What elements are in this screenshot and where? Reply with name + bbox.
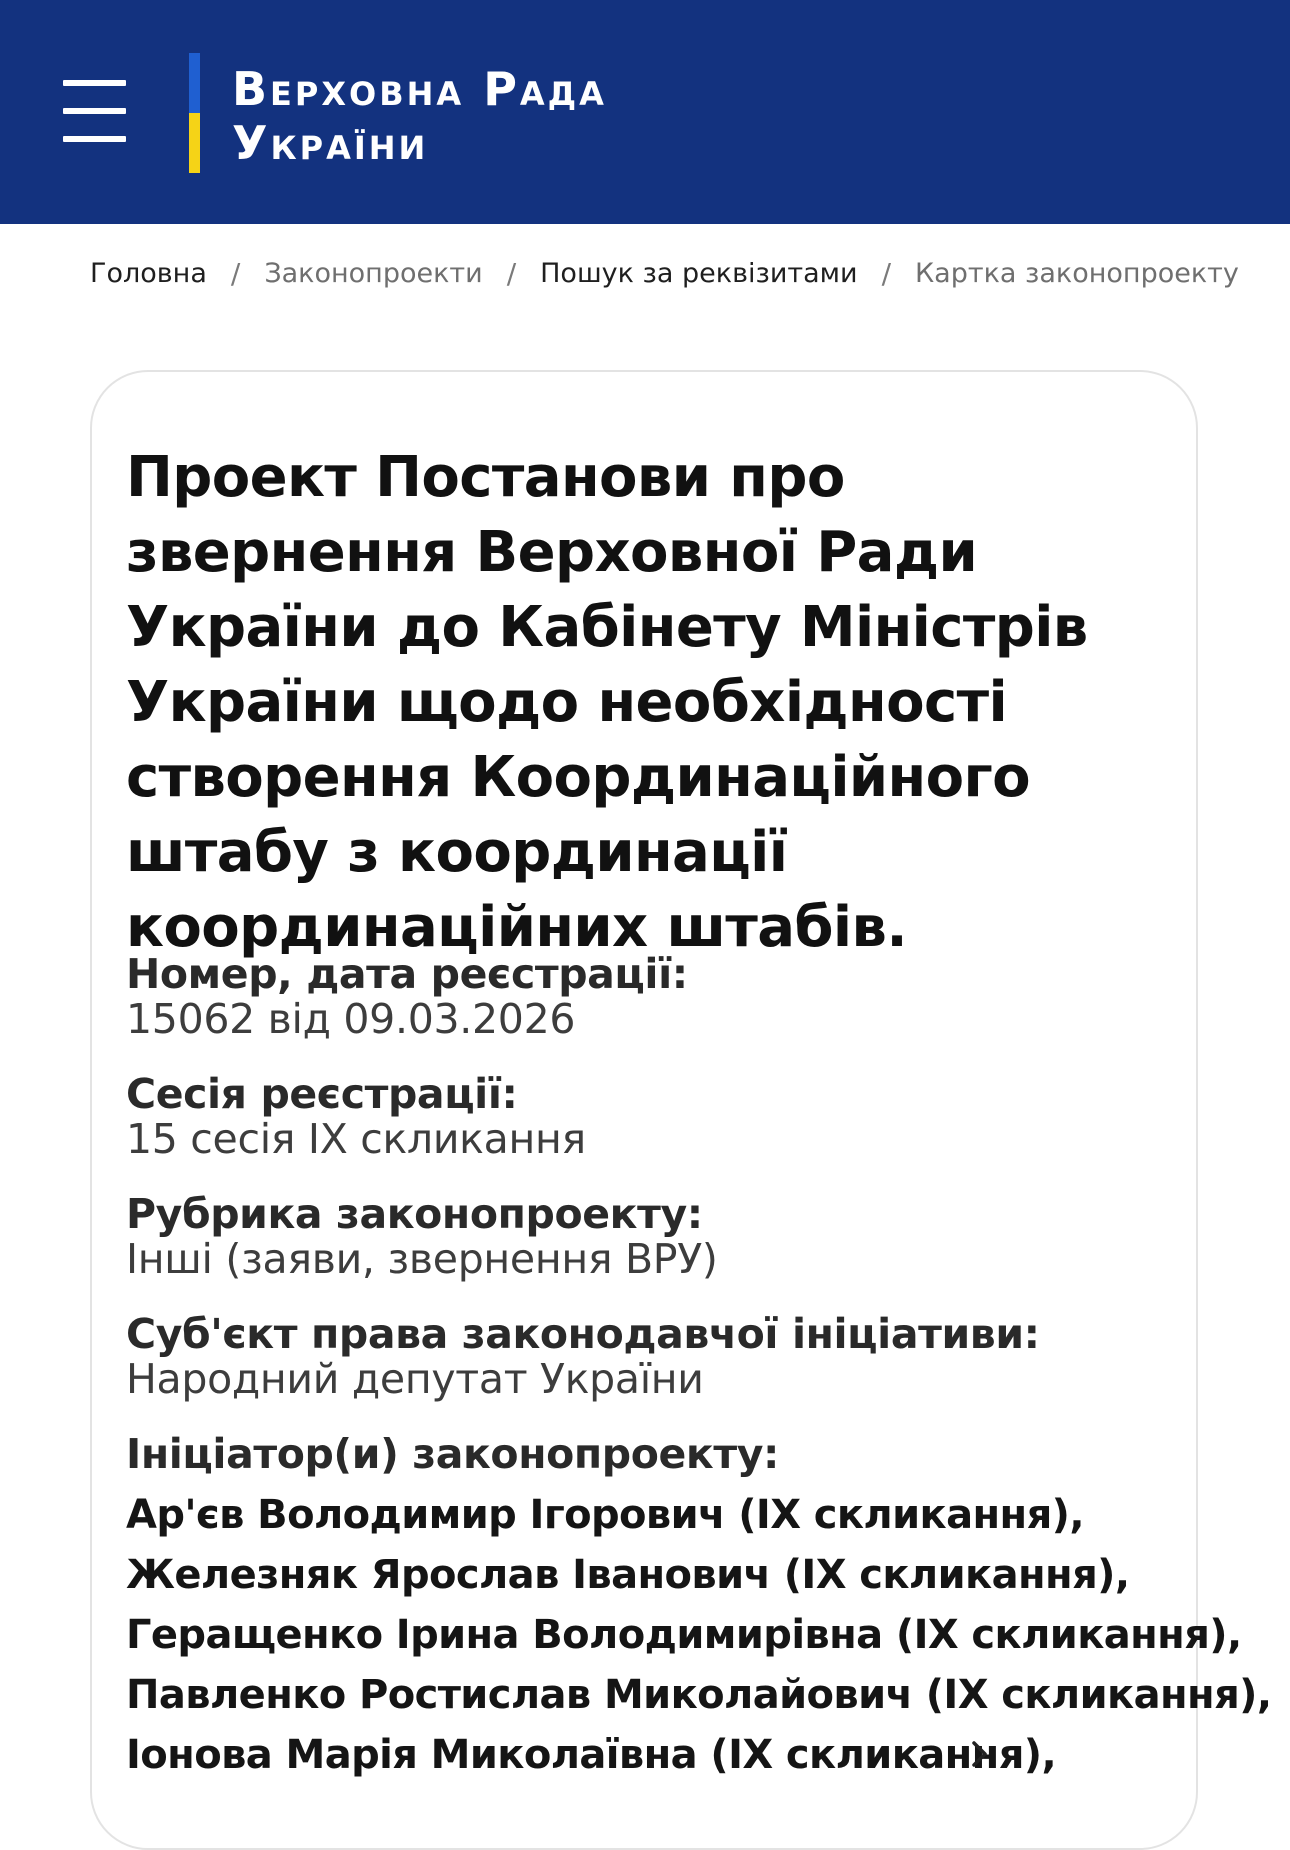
rubric-field bbox=[126, 1192, 1166, 1282]
bill-title: Проект Постанови про звернення Верховної Ради України до Кабінету Міністрів України щодо необхідності створення Координаційного штабу з координації координаційних штабів. bbox=[126, 445, 1088, 960]
field-label: Ініціатор(и) законопроекту: bbox=[126, 1430, 780, 1478]
breadcrumb-separator: / bbox=[881, 256, 892, 290]
initiator-link[interactable]: Геращенко Ірина Володимирівна (IX скликання), bbox=[126, 1612, 1242, 1658]
logo-line-1: Верховна Рада bbox=[232, 62, 607, 116]
site-header bbox=[0, 0, 1290, 224]
field-value: Народний депутат України bbox=[126, 1355, 704, 1403]
breadcrumb-bill-card: Картка законопроекту bbox=[915, 257, 1239, 289]
breadcrumb-separator: / bbox=[506, 256, 517, 290]
session-field bbox=[126, 1072, 1166, 1162]
logo-line-2: України bbox=[232, 116, 429, 170]
initiator-link[interactable]: Ар'єв Володимир Ігорович (IX скликання), bbox=[126, 1492, 1084, 1538]
subject-field bbox=[126, 1312, 1166, 1402]
initiators-field bbox=[126, 1432, 1166, 1477]
initiators-list bbox=[126, 1485, 1272, 1785]
breadcrumb-home[interactable]: Головна bbox=[90, 257, 207, 289]
initiator-link[interactable]: Павленко Ростислав Миколайович (IX скликання), bbox=[126, 1672, 1272, 1718]
chevron-right-icon[interactable] bbox=[965, 1736, 995, 1772]
initiator-link[interactable]: Железняк Ярослав Іванович (IX скликання), bbox=[126, 1552, 1130, 1598]
registration-field bbox=[126, 952, 1166, 1042]
field-value: Інші (заяви, звернення ВРУ) bbox=[126, 1235, 718, 1283]
breadcrumb-search[interactable]: Пошук за реквізитами bbox=[540, 257, 858, 289]
field-value: 15062 від 09.03.2026 bbox=[126, 995, 576, 1043]
field-label: Номер, дата реєстрації: bbox=[126, 950, 688, 998]
breadcrumb-bills[interactable]: Законопроекти bbox=[264, 257, 483, 289]
field-label: Рубрика законопроекту: bbox=[126, 1190, 703, 1238]
field-label: Сесія реєстрації: bbox=[126, 1070, 518, 1118]
breadcrumb bbox=[90, 248, 1239, 298]
field-label: Суб'єкт права законодавчої ініціативи: bbox=[126, 1310, 1040, 1358]
initiator-link[interactable]: Іонова Марія Миколаївна (IX скликання), bbox=[126, 1732, 1057, 1778]
hamburger-menu-icon[interactable] bbox=[63, 80, 126, 142]
site-logo[interactable] bbox=[232, 62, 607, 170]
field-value: 15 сесія IX скликання bbox=[126, 1115, 586, 1163]
breadcrumb-separator: / bbox=[230, 256, 241, 290]
flag-icon bbox=[189, 53, 200, 173]
